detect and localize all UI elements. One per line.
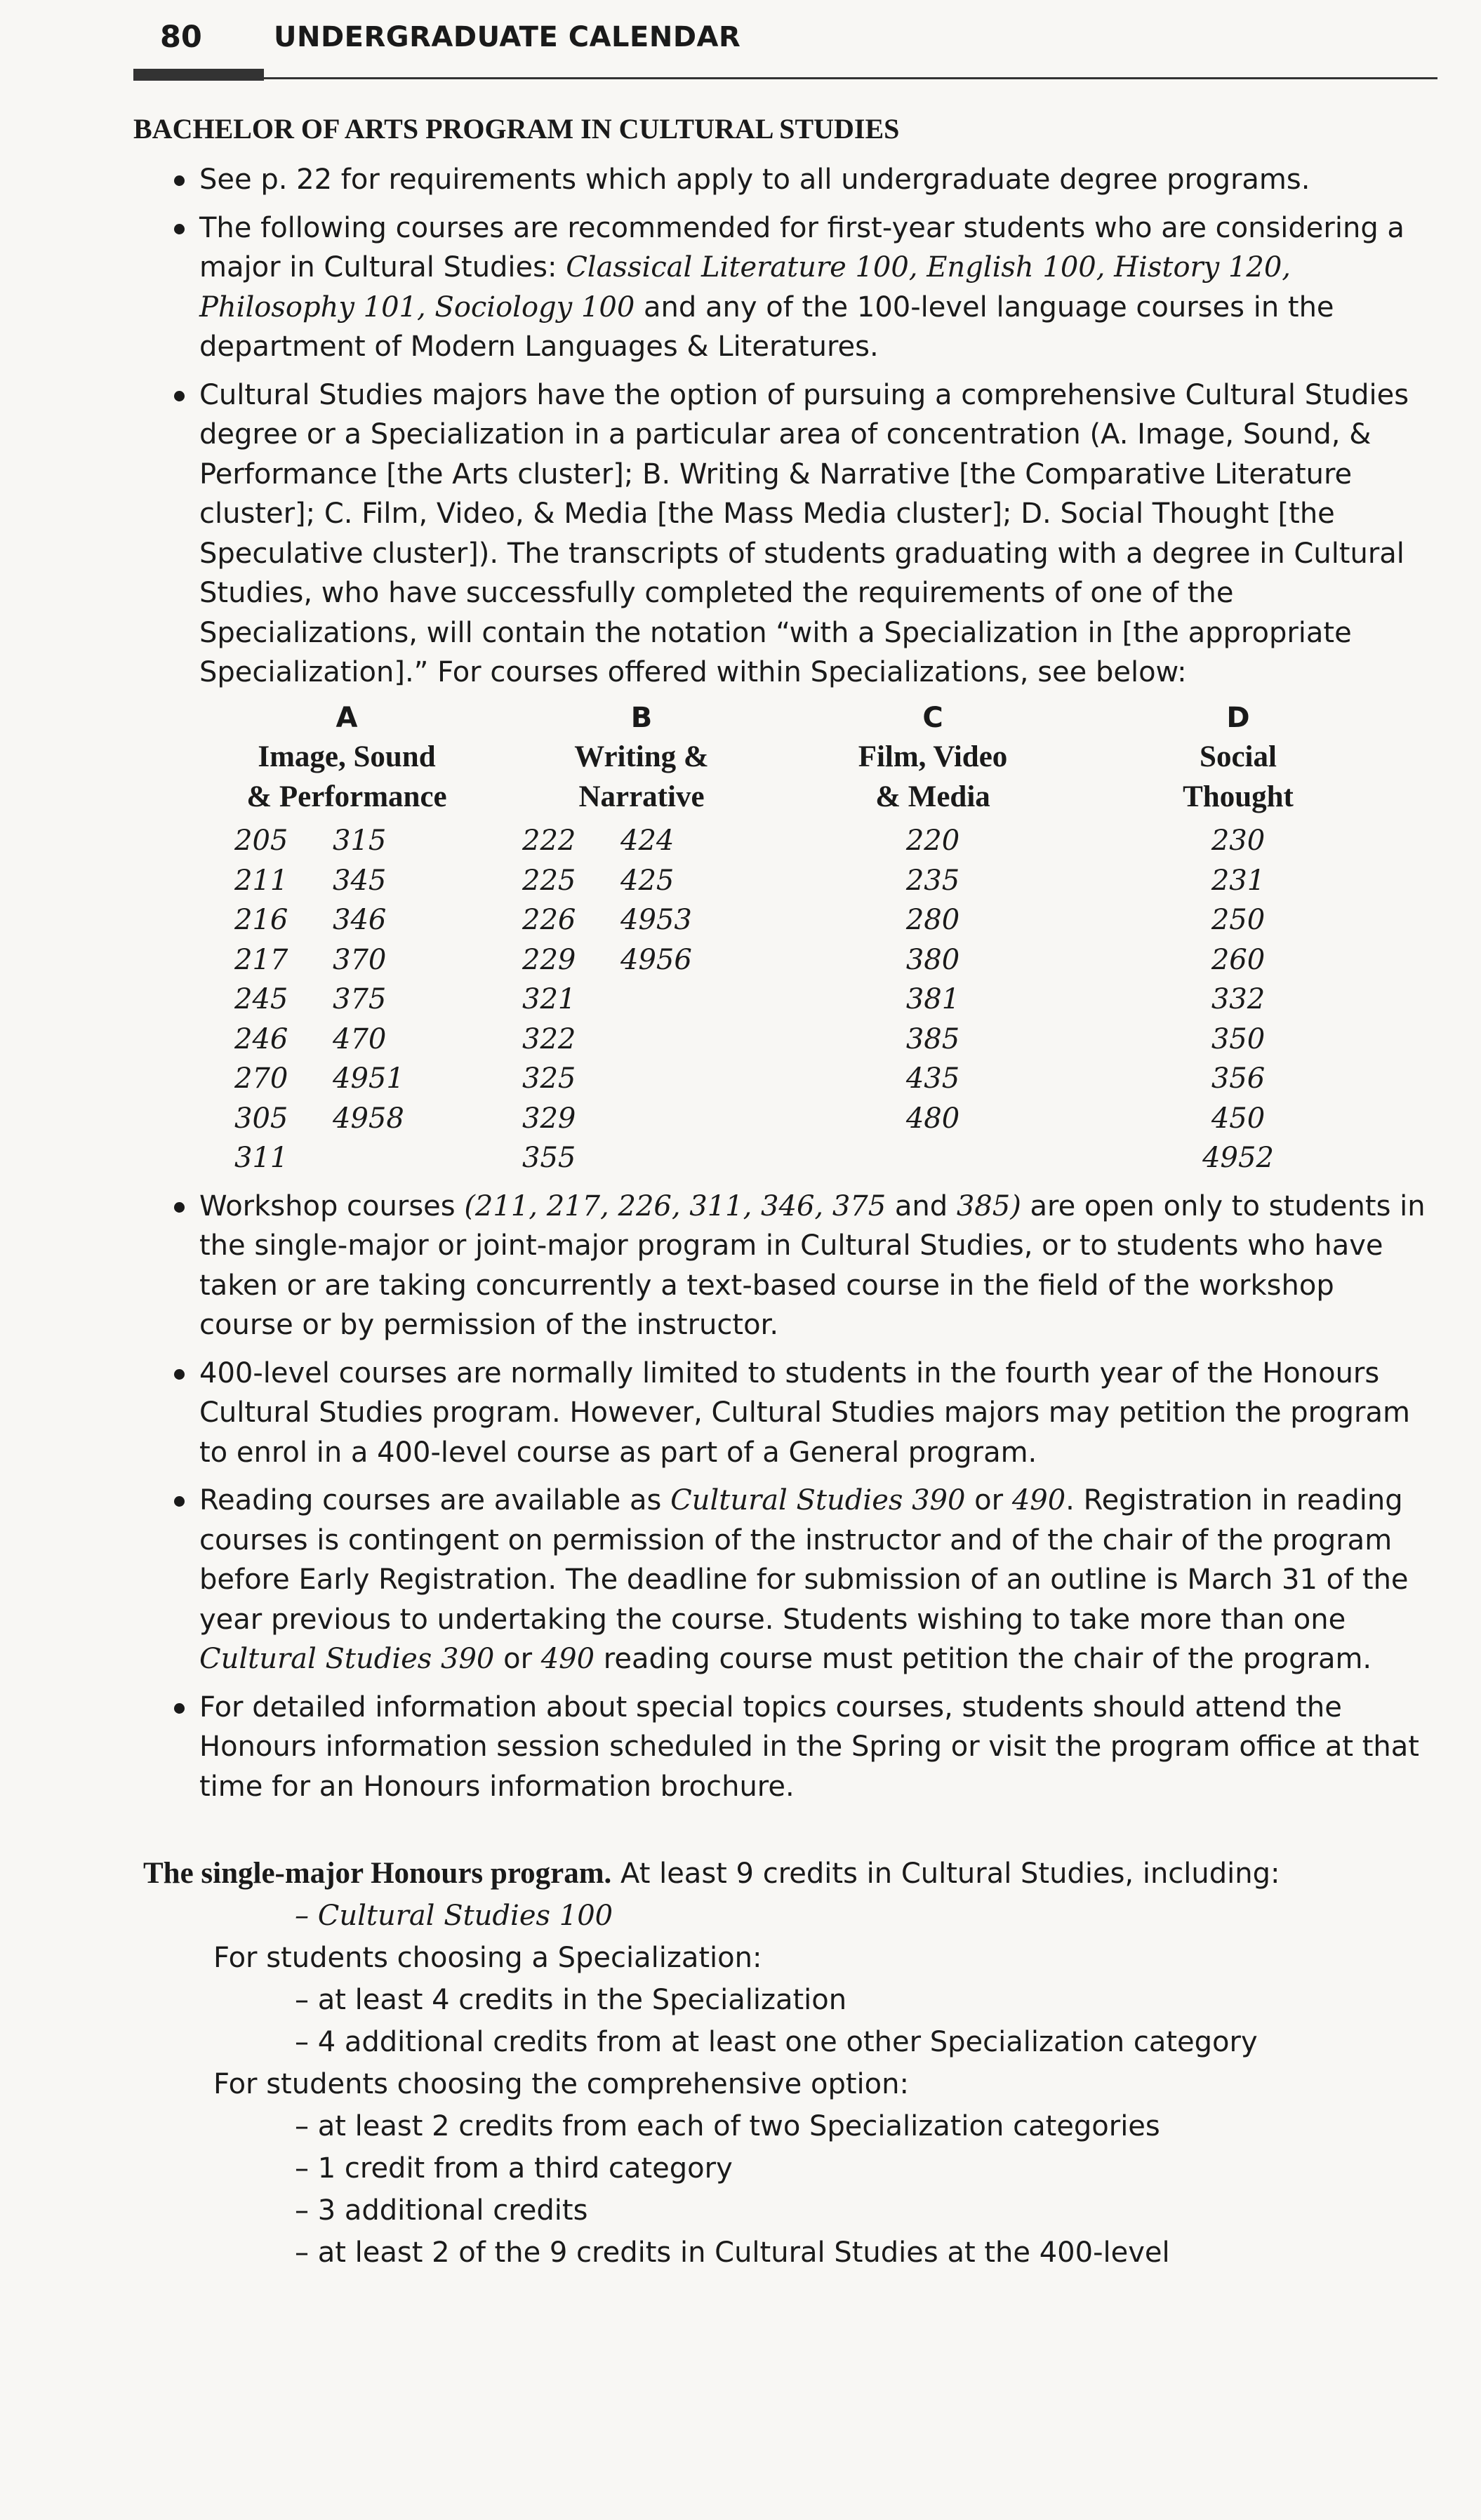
bullet-item xyxy=(199,160,1435,200)
requirement-item: – at least 4 credits in the Specialization xyxy=(295,1984,847,2016)
requirement-item: – at least 2 credits from each of two Specialization categories xyxy=(295,2110,1160,2142)
specialization-title-line: Image, Sound xyxy=(258,740,436,773)
course-number: 424 xyxy=(620,825,675,857)
bullet-item xyxy=(199,1688,1435,1807)
course-number: 305 xyxy=(234,1102,288,1135)
specialization-title-line: & Performance xyxy=(246,780,447,813)
bullet-text-italic: Classical Literature 100, English 100, History 120, Philosophy 101, Sociology 100 xyxy=(199,251,1291,324)
bullet-text: The following courses are recommended for first-year students who are considering a major in Cultural Studies: xyxy=(199,211,1404,284)
course-number: 322 xyxy=(522,1022,576,1055)
running-head: UNDERGRADUATE CALENDAR xyxy=(274,21,741,53)
specialization-courses-c xyxy=(789,821,1077,1178)
course-column xyxy=(1098,821,1379,1178)
course-number: 350 xyxy=(1211,1022,1266,1055)
course-column xyxy=(522,821,620,1178)
course-column xyxy=(333,821,431,1178)
requirement-item: – 4 additional credits from at least one other Specialization category xyxy=(295,2026,1258,2058)
course-number: 375 xyxy=(333,983,387,1015)
course-number: 4952 xyxy=(1202,1142,1274,1174)
bullet-text: and xyxy=(886,1189,957,1222)
bullet-item xyxy=(199,208,1435,367)
course-number: 216 xyxy=(234,904,288,936)
course-number: 217 xyxy=(234,943,288,976)
course-number: 346 xyxy=(333,904,387,936)
course-number: 315 xyxy=(333,825,387,857)
course-number: 229 xyxy=(522,943,576,976)
requirement-group-label: For students choosing the comprehensive option: xyxy=(213,2068,909,2100)
course-number: 329 xyxy=(522,1102,576,1135)
course-number: 260 xyxy=(1211,943,1266,976)
course-number: 356 xyxy=(1211,1062,1266,1095)
bullet-text-italic: 490 xyxy=(1011,1484,1066,1516)
requirement-item: – at least 2 of the 9 credits in Cultural Studies at the 400-level xyxy=(295,2236,1170,2269)
course-number: 332 xyxy=(1211,983,1266,1015)
bullet-text-italic: 385) xyxy=(956,1189,1021,1222)
course-number: 230 xyxy=(1211,825,1266,857)
course-number: 4956 xyxy=(620,943,692,976)
bullet-icon xyxy=(174,1703,185,1714)
bullet-icon xyxy=(174,1202,185,1213)
course-number: 355 xyxy=(522,1142,576,1174)
specialization-letter: D xyxy=(1226,701,1250,734)
course-number: 220 xyxy=(905,825,960,857)
bullet-icon xyxy=(174,391,185,401)
specialization-table xyxy=(199,698,1435,1178)
specialization-courses-d xyxy=(1098,821,1379,1178)
requirements-title xyxy=(143,1853,1421,1895)
course-column xyxy=(620,821,719,1178)
specialization-header-d xyxy=(1098,698,1379,818)
specialization-courses-a xyxy=(199,821,494,1178)
course-number: 380 xyxy=(905,943,960,976)
course-number: 385 xyxy=(905,1022,960,1055)
course-number: 235 xyxy=(905,864,960,897)
course-number: 225 xyxy=(522,864,576,897)
course-number: 435 xyxy=(905,1062,960,1095)
bullet-text: and any of the 100-level language courses in the department of Modern Languages & Literatures. xyxy=(199,291,1334,363)
section-heading: BACHELOR OF ARTS PROGRAM IN CULTURAL STUDIES xyxy=(133,113,900,145)
course-number: 4951 xyxy=(333,1062,404,1095)
course-number: 345 xyxy=(333,864,387,897)
course-number: 222 xyxy=(522,825,576,857)
bullet-text: or xyxy=(494,1643,541,1675)
specialization-header-c xyxy=(789,698,1077,818)
course-number: 370 xyxy=(333,943,387,976)
bullet-text: For detailed information about special topics courses, students should attend the Honours information session scheduled in the Spring or visit the program office at that time for an Honours information brochure. xyxy=(199,1691,1419,1803)
course-number: 226 xyxy=(522,904,576,936)
page-number: 80 xyxy=(160,20,202,55)
bullet-icon xyxy=(174,224,185,234)
requirements-title-bold: The single-major Honours program. xyxy=(143,1857,612,1890)
page-header xyxy=(160,15,1437,79)
specialization-letter: B xyxy=(630,701,653,734)
bullet-icon xyxy=(174,1496,185,1507)
bullet-icon xyxy=(174,1369,185,1380)
specialization-title-line: Narrative xyxy=(578,780,705,813)
course-number: 280 xyxy=(905,904,960,936)
bullet-text-italic: 490 xyxy=(540,1643,595,1675)
specialization-title-line: Thought xyxy=(1183,780,1294,813)
specialization-title-line: Social xyxy=(1200,740,1277,773)
specialization-title-line: Writing & xyxy=(574,740,709,773)
requirements-title-rest: At least 9 credits in Cultural Studies, including: xyxy=(611,1858,1280,1890)
bullet-item xyxy=(199,1481,1435,1679)
bullet-text: 400-level courses are normally limited to students in the fourth year of the Honours Cultural Studies program. However, Cultural Studies majors may petition the program to enrol in a 400-level course as part of a General program. xyxy=(199,1356,1410,1469)
course-number: 450 xyxy=(1211,1102,1266,1135)
specialization-letter: C xyxy=(922,701,943,734)
course-number: 311 xyxy=(234,1142,288,1174)
course-number: 321 xyxy=(522,983,576,1015)
header-rule xyxy=(160,77,1437,79)
bullet-text: or xyxy=(965,1484,1012,1516)
specialization-course-rows xyxy=(199,821,1435,1178)
bullet-item xyxy=(199,375,1435,1178)
course-number: 245 xyxy=(234,983,288,1015)
course-number: 211 xyxy=(234,864,288,897)
course-number: 4953 xyxy=(620,904,692,936)
requirement-group-label: For students choosing a Specialization: xyxy=(213,1942,762,1974)
course-column xyxy=(789,821,1077,1138)
bullet-list xyxy=(199,160,1435,1806)
specialization-header-b xyxy=(515,698,768,818)
specialization-header-a xyxy=(199,698,494,818)
specialization-letter: A xyxy=(336,701,358,734)
specialization-title-line: Film, Video xyxy=(858,740,1008,773)
bullet-text-italic: (211, 217, 226, 311, 346, 375 xyxy=(464,1189,886,1222)
course-number: 381 xyxy=(905,983,960,1015)
course-number: 480 xyxy=(905,1102,960,1135)
course-number: 246 xyxy=(234,1022,288,1055)
bullet-text: Cultural Studies majors have the option of pursuing a comprehensive Cultural Studies degree or a Specialization in a particular area of concentration (A. Image, Sound, & Performance [the Arts cluster]; B. Writing & Narrative [the Comparative Literature cluster]; C. Film, Video, & Media [the Mass Media cluster]; D. Social Thought [the Speculative cluster]). The transcripts of students graduating with a degree in Cultural Studies, who have successfully completed the requirements of one of the Specializations, will contain the notation “with a Specialization in [the appropriate Specialization].” For courses offered within Specializations, see below: xyxy=(199,378,1409,688)
course-number: 205 xyxy=(234,825,288,857)
bullet-text: . Registration in reading courses is contingent on permission of the instructor and of the chair of the program before Early Registration. The deadline for submission of an outline is March 31 of the year previous to undertaking the course. Students wishing to take more than one xyxy=(199,1484,1409,1636)
bullet-text: See p. 22 for requirements which apply to all undergraduate degree programs. xyxy=(199,164,1310,196)
bullet-item xyxy=(199,1354,1435,1473)
course-number: 470 xyxy=(333,1022,387,1055)
course-number: 231 xyxy=(1211,864,1266,897)
bullet-text: Reading courses are available as xyxy=(199,1484,671,1516)
honours-requirements xyxy=(143,1853,1421,2274)
bullet-text: reading course must petition the chair of the program. xyxy=(595,1643,1372,1675)
specialization-courses-b xyxy=(515,821,768,1178)
requirement-item: – Cultural Studies 100 xyxy=(295,1900,613,1932)
course-column xyxy=(234,821,333,1178)
bullet-text: Workshop courses xyxy=(199,1189,465,1222)
specialization-title-line: & Media xyxy=(875,780,990,813)
course-number: 4958 xyxy=(333,1102,404,1135)
bullet-text: are open only to students in the single-major or joint-major program in Cultural Studies, or to students who have taken or are taking concurrently a text-based course in the field of the workshop course or by permission of the instructor. xyxy=(199,1189,1426,1341)
specialization-headers xyxy=(199,698,1435,818)
course-number: 270 xyxy=(234,1062,288,1095)
bullet-icon xyxy=(174,175,185,186)
requirement-item: – 3 additional credits xyxy=(295,2194,588,2227)
course-number: 250 xyxy=(1211,904,1266,936)
course-number: 325 xyxy=(522,1062,576,1095)
bullet-text-italic: Cultural Studies 390 xyxy=(199,1643,495,1675)
course-number: 425 xyxy=(620,864,675,897)
bullet-text-italic: Cultural Studies 390 xyxy=(670,1484,966,1516)
requirement-item: – 1 credit from a third category xyxy=(295,2152,733,2185)
bullet-item xyxy=(199,1187,1435,1345)
